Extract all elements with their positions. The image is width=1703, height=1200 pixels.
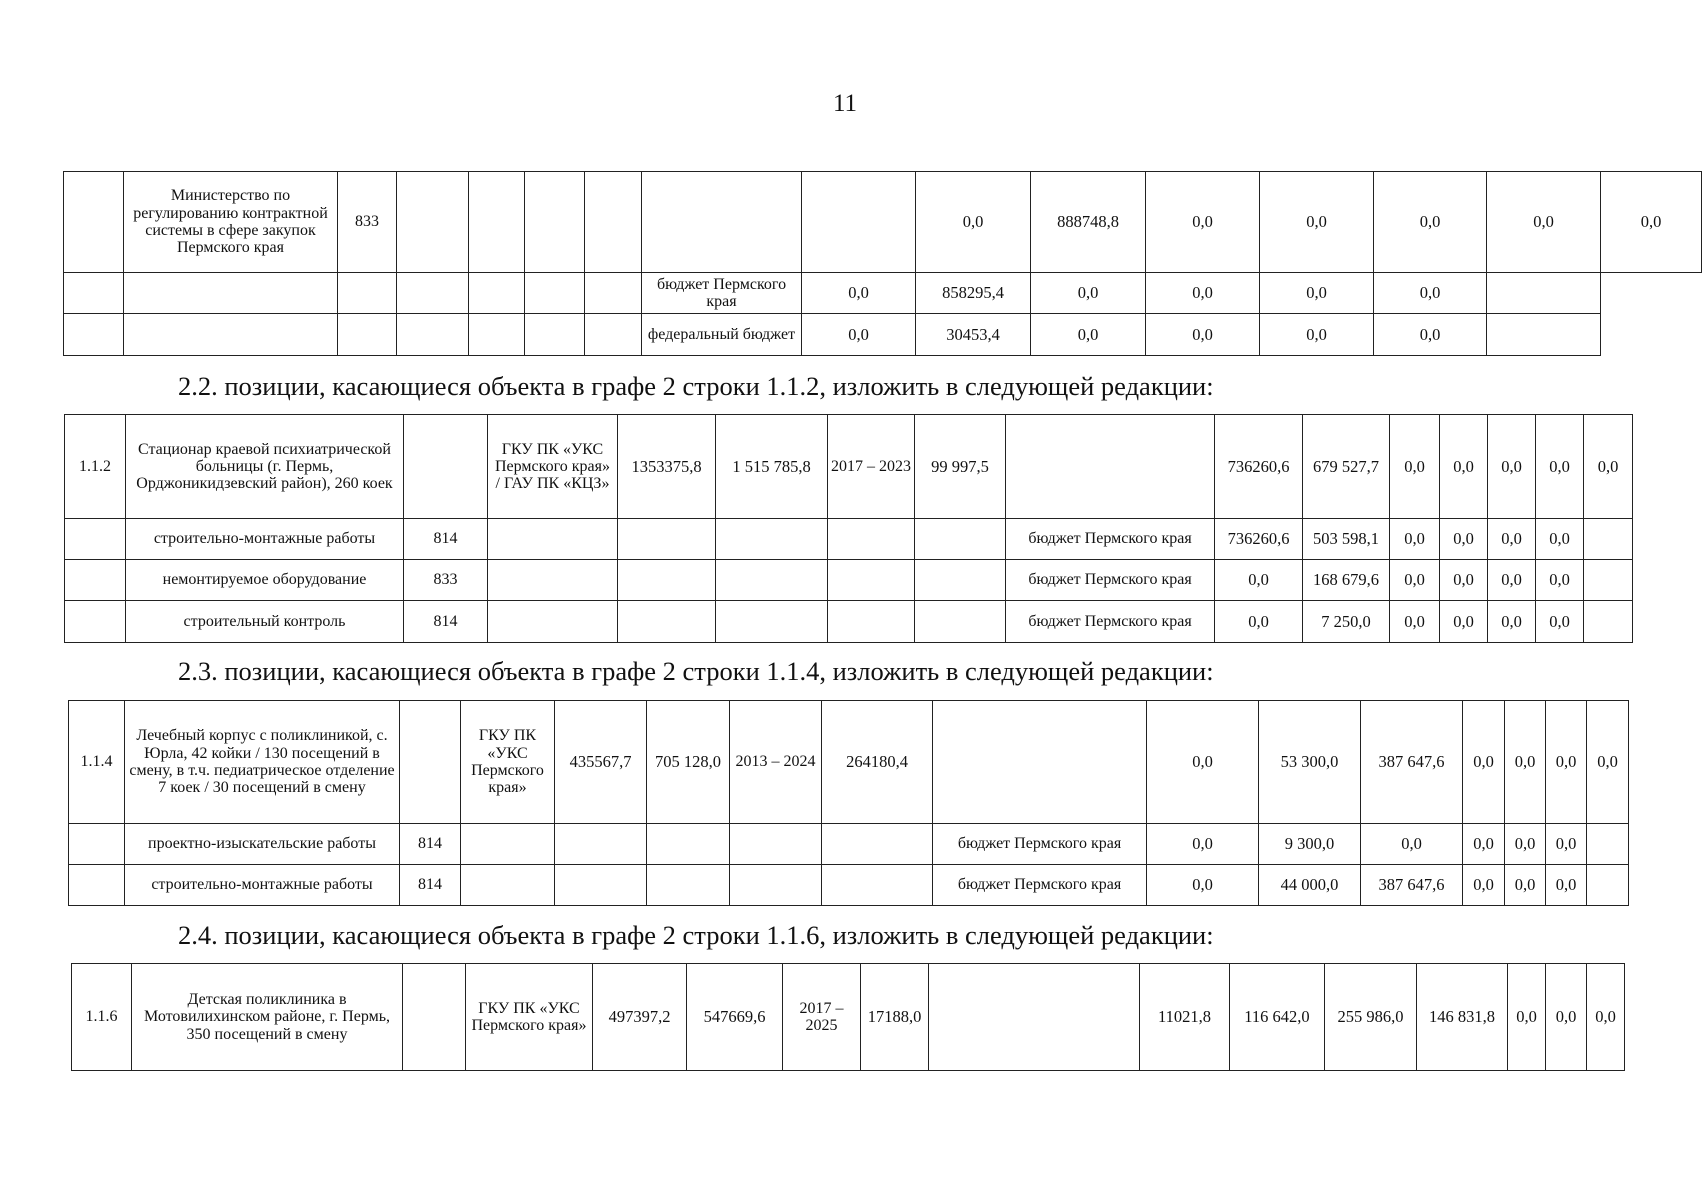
table-row: 1.1.6 Детская поликлиника в Мотовилихинском районе, г. Пермь, 350 посещений в смену ГКУ ПК «УКС Пермского края» 497397,2 547669,6 2017 – 2025 17188,0 11021,8 116 642,0 255 986,0 146 831,8 0,0 0,0 0,0: [72, 964, 1625, 1071]
work-type: строительно-монтажные работы: [126, 519, 404, 560]
table-row: строительно-монтажные работы 814 бюджет Пермского края 0,0 44 000,0 387 647,6 0,0 0,0 0,0: [69, 865, 1629, 906]
contractor: ГКУ ПК «УКС Пермского края»: [466, 964, 593, 1071]
contractor: ГКУ ПК «УКС Пермского края» / ГАУ ПК «КЦЗ»: [488, 415, 618, 519]
funding-source: федеральный бюджет: [642, 314, 802, 356]
table-row: бюджет Пермского края 0,0 858295,4 0,0 0,0 0,0 0,0: [64, 273, 1702, 314]
row-number: 1.1.4: [69, 701, 125, 824]
table-row: Министерство по регулированию контрактной системы в сфере закупок Пермского края 833 0,0 888748,8 0,0 0,0 0,0 0,0 0,0: [64, 172, 1702, 273]
table-row: 1.1.4 Лечебный корпус с поликлиникой, с. Юрла, 42 койки / 130 посещений в смену, в т.ч. педиатрическое отделение 7 коек / 30 посещений в смену ГКУ ПК «УКС Пермского края» 435567,7 705 128,0 2013 – 2024 264180,4 0,0 53 300,0 387 647,6 0,0 0,0 0,0 0,0: [69, 701, 1629, 824]
section-heading-2-3: 2.3. позиции, касающиеся объекта в графе 2 строки 1.1.4, изложить в следующей редакции:: [178, 656, 1214, 686]
row-number: 1.1.6: [72, 964, 132, 1071]
funding-source: бюджет Пермского края: [933, 824, 1147, 865]
table-row: федеральный бюджет 0,0 30453,4 0,0 0,0 0,0 0,0: [64, 314, 1702, 356]
object-name: Лечебный корпус с поликлиникой, с. Юрла, 42 койки / 130 посещений в смену, в т.ч. педиатрическое отделение 7 коек / 30 посещений в смену: [125, 701, 400, 824]
object-name: Стационар краевой психиатрической больницы (г. Пермь, Орджоникидзевский район), 260 коек: [126, 415, 404, 519]
work-type: строительный контроль: [126, 601, 404, 643]
work-type: немонтируемое оборудование: [126, 560, 404, 601]
table-row: строительный контроль 814 бюджет Пермского края 0,0 7 250,0 0,0 0,0 0,0 0,0: [65, 601, 1633, 643]
table-object-1-1-2: [64, 414, 1633, 643]
object-name: Детская поликлиника в Мотовилихинском районе, г. Пермь, 350 посещений в смену: [132, 964, 403, 1071]
funding-source: бюджет Пермского края: [642, 273, 802, 314]
table-row: немонтируемое оборудование 833 бюджет Пермского края 0,0 168 679,6 0,0 0,0 0,0 0,0: [65, 560, 1633, 601]
table-object-1-1-4: [68, 700, 1629, 906]
contractor: ГКУ ПК «УКС Пермского края»: [461, 701, 555, 824]
funding-source: бюджет Пермского края: [1006, 519, 1215, 560]
table-row: проектно-изыскательские работы 814 бюджет Пермского края 0,0 9 300,0 0,0 0,0 0,0 0,0: [69, 824, 1629, 865]
funding-source: бюджет Пермского края: [1006, 560, 1215, 601]
budget-table-continuation: [63, 171, 1702, 356]
customer-name: Министерство по регулированию контрактной системы в сфере закупок Пермского края: [124, 172, 338, 273]
funding-source: бюджет Пермского края: [1006, 601, 1215, 643]
period: 2013 – 2024: [730, 701, 822, 824]
section-heading-2-4: 2.4. позиции, касающиеся объекта в графе 2 строки 1.1.6, изложить в следующей редакции:: [178, 920, 1214, 950]
table-object-1-1-6: [71, 963, 1625, 1071]
work-type: строительно-монтажные работы: [125, 865, 400, 906]
table-row: 1.1.2 Стационар краевой психиатрической больницы (г. Пермь, Орджоникидзевский район), 260 коек ГКУ ПК «УКС Пермского края» / ГАУ ПК «КЦЗ» 1353375,8 1 515 785,8 2017 – 2023 99 997,5 736260,6 679 527,7 0,0 0,0 0,0 0,0 0,0: [65, 415, 1633, 519]
table-row: строительно-монтажные работы 814 бюджет Пермского края 736260,6 503 598,1 0,0 0,0 0,0 0,0: [65, 519, 1633, 560]
work-type: проектно-изыскательские работы: [125, 824, 400, 865]
period: 2017 – 2025: [783, 964, 861, 1071]
funding-source: бюджет Пермского края: [933, 865, 1147, 906]
section-heading-2-2: 2.2. позиции, касающиеся объекта в графе 2 строки 1.1.2, изложить в следующей редакции:: [178, 371, 1214, 401]
page-number: 11: [832, 90, 858, 117]
row-number: 1.1.2: [65, 415, 126, 519]
period: 2017 – 2023: [828, 415, 915, 519]
